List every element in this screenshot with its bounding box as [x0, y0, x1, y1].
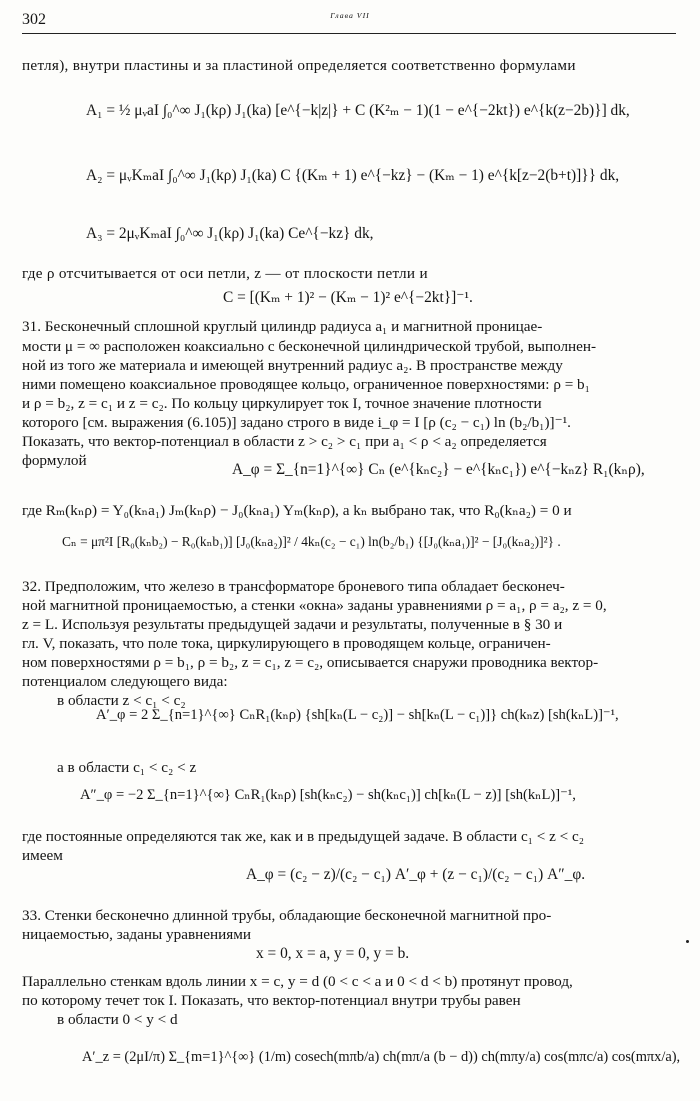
p32-line-3: z = L. Используя результаты предыдущей задачи и результаты, полученные в § 30 и — [22, 616, 563, 633]
p32-line-5: ном поверхностями ρ = b₁, ρ = b₂, z = c₁, z = c₂, описывается снаружи проводника вектор- — [22, 654, 599, 671]
p32-after-line-1: где постоянные определяются так же, как и в предыдущей задаче. В области c₁ < z < c₂ — [22, 828, 585, 845]
intro-line: петля), внутри пластины и за пластиной определяется соответственно формулами — [22, 57, 576, 74]
formula-A1: A₁ = ½ μᵥaI ∫₀^∞ J₁(kρ) J₁(ka) [e^{−k|z|} + C (K²ₘ − 1)(1 − e^{−2kt}) e^{k(z−2b)}] dk, — [86, 102, 630, 119]
p31-line-4: ними помещено коаксиальное проводящее кольцо, ограниченное поверхностями: ρ = b₁ — [22, 376, 590, 393]
formula-Aphi-31: A_φ = Σ_{n=1}^{∞} Cₙ (e^{kₙc₂} − e^{kₙc₁}) e^{−kₙz} R₁(kₙρ), — [232, 461, 645, 478]
p33-region: в области 0 < y < d — [57, 1011, 178, 1028]
formula-Adprime: A″_φ = −2 Σ_{n=1}^{∞} CₙR₁(kₙρ) [sh(kₙc₂) − sh(kₙc₁)] ch[kₙ(L − z)] [sh(kₙL)]⁻¹, — [80, 787, 576, 803]
p32-line-2: ной магнитной проницаемостью, а стенки «окна» заданы уравнениями ρ = a₁, ρ = a₂, z = 0, — [22, 597, 607, 614]
p31-where-line: где Rₘ(kₙρ) = Y₀(kₙa₁) Jₘ(kₙρ) − J₀(kₙa₁) Yₘ(kₙρ), а kₙ выбрано так, что R₀(kₙa₂) = 0 и — [22, 502, 572, 519]
p31-line-2: мости μ = ∞ расположен коаксиально с бесконечной цилиндрической трубой, выполнен- — [22, 338, 597, 355]
p31-line-7: Показать, что вектор-потенциал в области z > c₂ > c₁ при a₁ < ρ < a₂ определяется — [22, 433, 547, 450]
p33-line-2: ницаемостью, заданы уравнениями — [22, 926, 251, 943]
p31-line-8: формулой — [22, 452, 87, 469]
p32-line-6: потенциалом следующего вида: — [22, 673, 228, 690]
formula-Cn: Cₙ = μπ²I [R₀(kₙb₂) − R₀(kₙb₁)] [J₀(kₙa₂)]² / 4kₙ(c₂ − c₁) ln(b₂/b₁) {[J₀(kₙa₁)]² − [J₀(kₙa₂)]²} . — [62, 534, 561, 549]
formula-Aphi-32: A_φ = (c₂ − z)/(c₂ − c₁) A′_φ + (z − c₁)/(c₂ − c₁) A″_φ. — [246, 866, 586, 883]
formula-C: C = [(Kₘ + 1)² − (Kₘ − 1)² e^{−2kt}]⁻¹. — [223, 289, 473, 306]
formula-Aprime: A′_φ = 2 Σ_{n=1}^{∞} CₙR₁(kₙρ) {sh[kₙ(L − c₂)] − sh[kₙ(L − c₁)]} ch(kₙz) [sh(kₙL)]⁻¹, — [96, 707, 619, 723]
formula-A2: A₂ = μᵥKₘaI ∫₀^∞ J₁(kρ) J₁(ka) C {(Kₘ + 1) e^{−kz} − (Kₘ − 1) e^{k[z−2(b+t)]}} dk, — [86, 167, 620, 184]
formula-A3: A₃ = 2μᵥKₘaI ∫₀^∞ J₁(kρ) J₁(ka) Ce^{−kz} dk, — [86, 225, 374, 242]
header-rule — [22, 33, 676, 34]
margin-dot — [686, 940, 689, 943]
p32-region-1: в области z < c₁ < c₂ — [57, 692, 186, 709]
intro-where-line: где ρ отсчитывается от оси петли, z — от плоскости петли и — [22, 265, 428, 282]
p33-para-2: по которому течет ток I. Показать, что вектор-потенциал внутри трубы равен — [22, 992, 521, 1009]
p33-para-1: Параллельно стенкам вдоль линии x = c, y = d (0 < c < a и 0 < d < b) протянут провод, — [22, 973, 573, 990]
p31-line-6: которого [см. выражения (6.105)] задано строго в виде i_φ = I [ρ (c₂ − c₁) ln (b₂/b₁)]⁻¹. — [22, 414, 571, 431]
p33-line-1: 33. Стенки бесконечно длинной трубы, обладающие бесконечной магнитной про- — [22, 907, 552, 924]
p32-after-line-2: имеем — [22, 847, 63, 864]
p32-line-4: гл. V, показать, что поле тока, циркулирующего в проводящем кольце, ограничен- — [22, 635, 551, 652]
p32-line-1: 32. Предположим, что железо в трансформаторе броневого типа обладает бесконеч- — [22, 578, 565, 595]
walls-equations: x = 0, x = a, y = 0, y = b. — [256, 945, 410, 962]
p31-line-3: ной из того же материала и имеющей внутренний радиус a₂. В пространстве между — [22, 357, 563, 374]
formula-Az: A′_z = (2μI/π) Σ_{m=1}^{∞} (1/m) cosech(mπb/a) ch(mπ/a (b − d)) ch(mπy/a) cos(mπc/a) cos(mπx/a), — [82, 1049, 681, 1065]
p31-line-1: 31. Бесконечный сплошной круглый цилиндр радиуса a₁ и магнитной проницае- — [22, 318, 543, 335]
p32-region-2: а в области c₁ < c₂ < z — [57, 759, 197, 776]
page-number: 302 — [22, 11, 46, 28]
chapter-title: Глава VII — [330, 11, 370, 20]
p31-line-5: и ρ = b₂, z = c₁ и z = c₂. По кольцу циркулирует ток I, точное значение плотности — [22, 395, 542, 412]
